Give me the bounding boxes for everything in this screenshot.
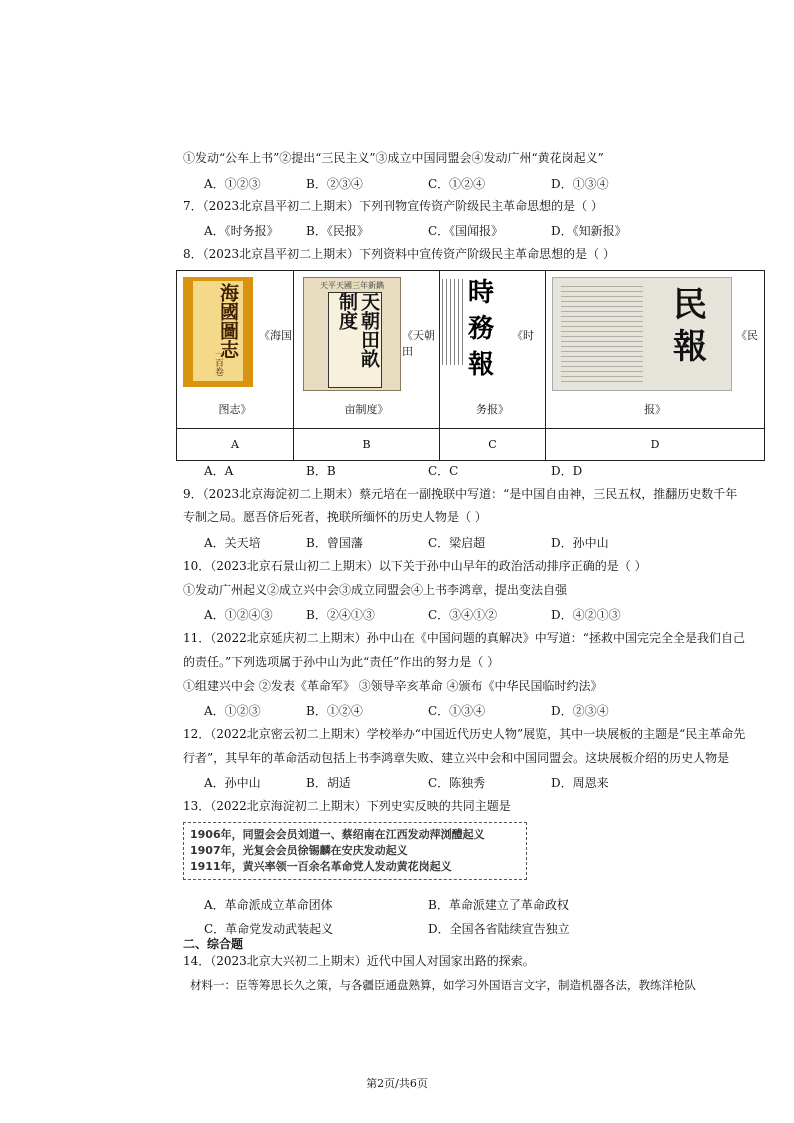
- q11-stem-line2: 的责任。”下列选项属于孙中山为此“责任”作出的努力是（ ）: [183, 655, 500, 669]
- caption-bottom: 报》: [644, 403, 666, 416]
- cell-d: [546, 271, 765, 429]
- option: A．孙中山: [204, 776, 261, 790]
- option: B．②③④: [306, 177, 363, 191]
- option: A．①②④③: [204, 608, 273, 622]
- caption-side: 《天朝田: [402, 329, 435, 358]
- q14-stem: 14．（2023北京大兴初二上期末）近代中国人对国家出路的探索。: [183, 954, 535, 968]
- option: D．孙中山: [551, 536, 609, 550]
- q11-stem-line1: 11．（2022北京延庆初二上期末）孙中山在《中国问题的真解决》中写道：“拯救中国完完全全是我们自己: [183, 631, 745, 645]
- option: B．②④①③: [306, 608, 375, 622]
- haiguo-tuzhi-cover-image: [183, 277, 253, 387]
- q11-items: ①组建兴中会 ②发表《革命军》 ③领导辛亥革命 ④颁布《中华民国临时约法》: [183, 679, 603, 693]
- option: D．②③④: [551, 704, 609, 718]
- option: C．①②④: [428, 177, 486, 191]
- caption-side: 《时: [512, 329, 534, 342]
- q12-stem-line1: 12．（2022北京密云初二上期末）学校举办“中国近代历史人物”展览，其中一块展板的主题是“民主革命先: [183, 727, 746, 741]
- caption-bottom: 亩制度》: [344, 403, 389, 416]
- option: A．A: [204, 464, 234, 478]
- option: A．①②③: [204, 177, 261, 191]
- option: D．全国各省陆续宣告独立: [428, 922, 570, 936]
- letter-d: D: [546, 429, 765, 461]
- option: C．①③④: [428, 704, 486, 718]
- option: B．B: [306, 464, 336, 478]
- option: C．革命党发动武装起义: [204, 922, 334, 936]
- page-number: 第2页/共6页: [366, 1077, 428, 1090]
- minbao-cover-image: [552, 277, 732, 391]
- option: A．①②③: [204, 704, 261, 718]
- q13-stem: 13．（2022北京海淀初二上期末）下列史实反映的共同主题是: [183, 799, 511, 813]
- option: D．D: [551, 464, 583, 478]
- shiwubao-masthead-image: [442, 275, 508, 387]
- q8-image-table: [176, 270, 765, 461]
- tianchao-tianmu-cover-image: [303, 277, 401, 391]
- option: C．C: [428, 464, 459, 478]
- caption-bottom: 务报》: [476, 403, 509, 416]
- masthead-title: 時務報: [468, 278, 495, 380]
- letter-c: C: [440, 429, 546, 461]
- option: C．③④①②: [428, 608, 498, 622]
- q9-stem-line2: 专制之局。愿吾侪后死者，挽联所缅怀的历史人物是（ ）: [183, 510, 487, 524]
- option: D．①③④: [551, 177, 609, 191]
- event-line: 1907年，光复会会员徐锡麟在安庆发动起义: [190, 844, 408, 857]
- option: B．①②④: [306, 704, 363, 718]
- option: B．《民报》: [306, 224, 369, 238]
- caption-side: 《民: [736, 329, 758, 342]
- q8-stem: 8．（2023北京昌平初二上期末）下列资料中宣传资产阶级民主革命思想的是（ ）: [183, 247, 615, 261]
- cover-subtitle: 一百卷: [213, 349, 223, 376]
- cover-header: 天平天國三年新鐫: [320, 281, 384, 290]
- option: D．周恩来: [551, 776, 609, 790]
- caption-side: 《海国: [259, 329, 292, 342]
- option: B．胡适: [306, 776, 351, 790]
- cover-title: 民報: [673, 285, 707, 367]
- option: D．④②①③: [551, 608, 621, 622]
- section-heading: 二、综合题: [183, 937, 244, 951]
- letter-b: B: [294, 429, 440, 461]
- event-line: 1906年，同盟会会员刘道一、蔡绍南在江西发动萍浏醴起义: [190, 828, 485, 841]
- q14-material: 材料一：臣等筹思长久之策，与各疆臣通盘熟算，如学习外国语言文字，制造机器各法，教练洋枪队: [190, 978, 696, 992]
- q10-items: ①发动广州起义②成立兴中会③成立同盟会④上书李鸿章，提出变法自强: [183, 583, 568, 597]
- event-line: 1911年，黄兴率领一百余名革命党人发动黄花岗起义: [190, 860, 452, 873]
- option: A．《时务报》: [204, 224, 279, 238]
- cell-a: [177, 271, 294, 429]
- q13-events-box: [183, 822, 527, 880]
- q6-items: ①发动“公车上书”②提出“三民主义”③成立中国同盟会④发动广州“黄花岗起义”: [183, 151, 604, 165]
- cell-c: [440, 271, 546, 429]
- option: A．革命派成立革命团体: [204, 898, 333, 912]
- q7-stem: 7．（2023北京昌平初二上期末）下列刊物宣传资产阶级民主革命思想的是（ ）: [183, 199, 603, 213]
- option: A．关天培: [204, 536, 261, 550]
- option: D．《知新报》: [551, 224, 627, 238]
- caption-bottom: 图志》: [218, 403, 252, 416]
- cover-title: 海國圖志: [217, 283, 239, 359]
- option: C．《国闻报》: [428, 224, 504, 238]
- q10-stem: 10．（2023北京石景山初二上期末）以下关于孙中山早年的政治活动排序正确的是（ ）: [183, 559, 647, 573]
- option: B．曾国藩: [306, 536, 363, 550]
- q12-stem-line2: 行者”，其早年的革命活动包括上书李鸿章失败、建立兴中会和中国同盟会。这块展板介绍的历史人物是: [183, 751, 730, 765]
- option: C．陈独秀: [428, 776, 486, 790]
- option: C．梁启超: [428, 536, 486, 550]
- cover-title: 天朝田畝制度: [336, 292, 380, 368]
- cell-b: [294, 271, 440, 429]
- option: B．革命派建立了革命政权: [428, 898, 569, 912]
- letter-a: A: [177, 429, 294, 461]
- q9-stem-line1: 9．（2023北京海淀初二上期末）蔡元培在一副挽联中写道：“是中国自由神，三民五权，推翻历史数千年: [183, 487, 738, 501]
